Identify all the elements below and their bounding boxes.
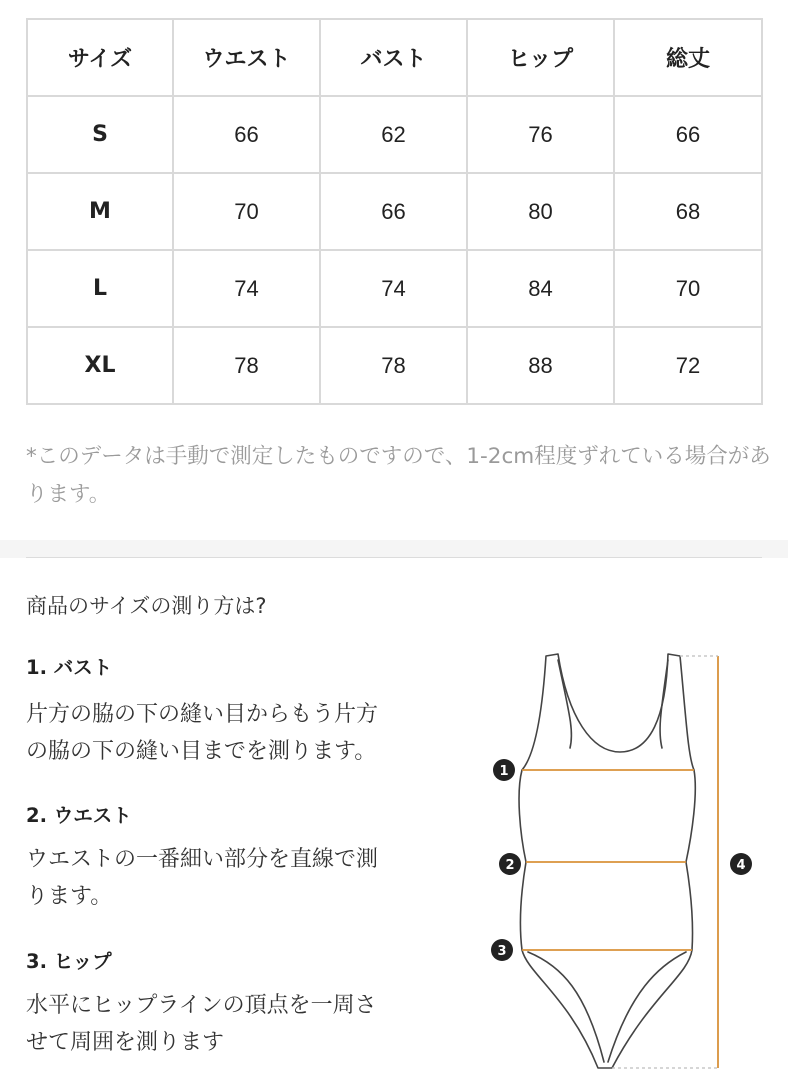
- marker-4-label: 4: [736, 858, 746, 873]
- measurement-note: *このデータは手動で測定したものですので、1-2cm程度ずれている場合があります。: [26, 444, 771, 507]
- header-waist: ウエスト: [173, 19, 320, 96]
- cell-hip: 76: [467, 96, 614, 173]
- cell-bust: 66: [320, 173, 467, 250]
- table-header-row: [27, 19, 762, 96]
- step-desc-line: 水平にヒップラインの頂点を一周さ: [26, 993, 377, 1018]
- step-desc-line: せて周囲を測ります: [26, 1030, 225, 1055]
- marker-3: [491, 939, 513, 961]
- cell-size: L: [27, 250, 173, 327]
- marker-4: [730, 853, 752, 875]
- step-desc-line: ります。: [26, 884, 113, 909]
- step-desc-line: 片方の脇の下の縫い目からもう片方: [26, 702, 379, 727]
- cell-bust: 74: [320, 250, 467, 327]
- swimsuit-measurement-diagram: [482, 648, 782, 1080]
- cell-hip: 84: [467, 250, 614, 327]
- cell-hip: 80: [467, 173, 614, 250]
- step-desc-hip: [26, 987, 436, 1061]
- cell-size: M: [27, 173, 173, 250]
- table-row: [27, 327, 762, 404]
- step-desc-bust: [26, 696, 436, 770]
- cell-length: 70: [614, 250, 762, 327]
- cell-size: S: [27, 96, 173, 173]
- cell-length: 68: [614, 173, 762, 250]
- cell-waist: 78: [173, 327, 320, 404]
- step-desc-line: の脇の下の縫い目までを測ります。: [26, 739, 377, 764]
- header-length: 総丈: [614, 19, 762, 96]
- cell-waist: 74: [173, 250, 320, 327]
- cell-waist: 66: [173, 96, 320, 173]
- section-divider-band: [0, 540, 788, 558]
- table-row: [27, 96, 762, 173]
- marker-2-label: 2: [505, 858, 515, 873]
- measure-guide-heading: 商品のサイズの測り方は?: [26, 594, 267, 618]
- cell-length: 72: [614, 327, 762, 404]
- cell-size: XL: [27, 327, 173, 404]
- table-row: [27, 173, 762, 250]
- cell-length: 66: [614, 96, 762, 173]
- swimsuit-outline-icon: [519, 654, 695, 1068]
- cell-hip: 88: [467, 327, 614, 404]
- marker-3-label: 3: [497, 944, 507, 959]
- step-desc-line: ウエストの一番細い部分を直線で測: [26, 847, 379, 872]
- marker-1-label: 1: [499, 764, 509, 779]
- header-bust: バスト: [320, 19, 467, 96]
- header-size: サイズ: [27, 19, 173, 96]
- cell-bust: 62: [320, 96, 467, 173]
- step-title-bust: 1. バスト: [26, 656, 113, 679]
- cell-bust: 78: [320, 327, 467, 404]
- marker-1: [493, 759, 515, 781]
- marker-2: [499, 853, 521, 875]
- step-title-waist: 2. ウエスト: [26, 804, 132, 827]
- step-title-hip: 3. ヒップ: [26, 950, 112, 973]
- step-desc-waist: [26, 841, 436, 915]
- size-table: [26, 18, 763, 405]
- measurement-lines: [522, 656, 718, 1068]
- cell-waist: 70: [173, 173, 320, 250]
- section-divider-line: [26, 557, 762, 558]
- header-hip: ヒップ: [467, 19, 614, 96]
- table-row: [27, 250, 762, 327]
